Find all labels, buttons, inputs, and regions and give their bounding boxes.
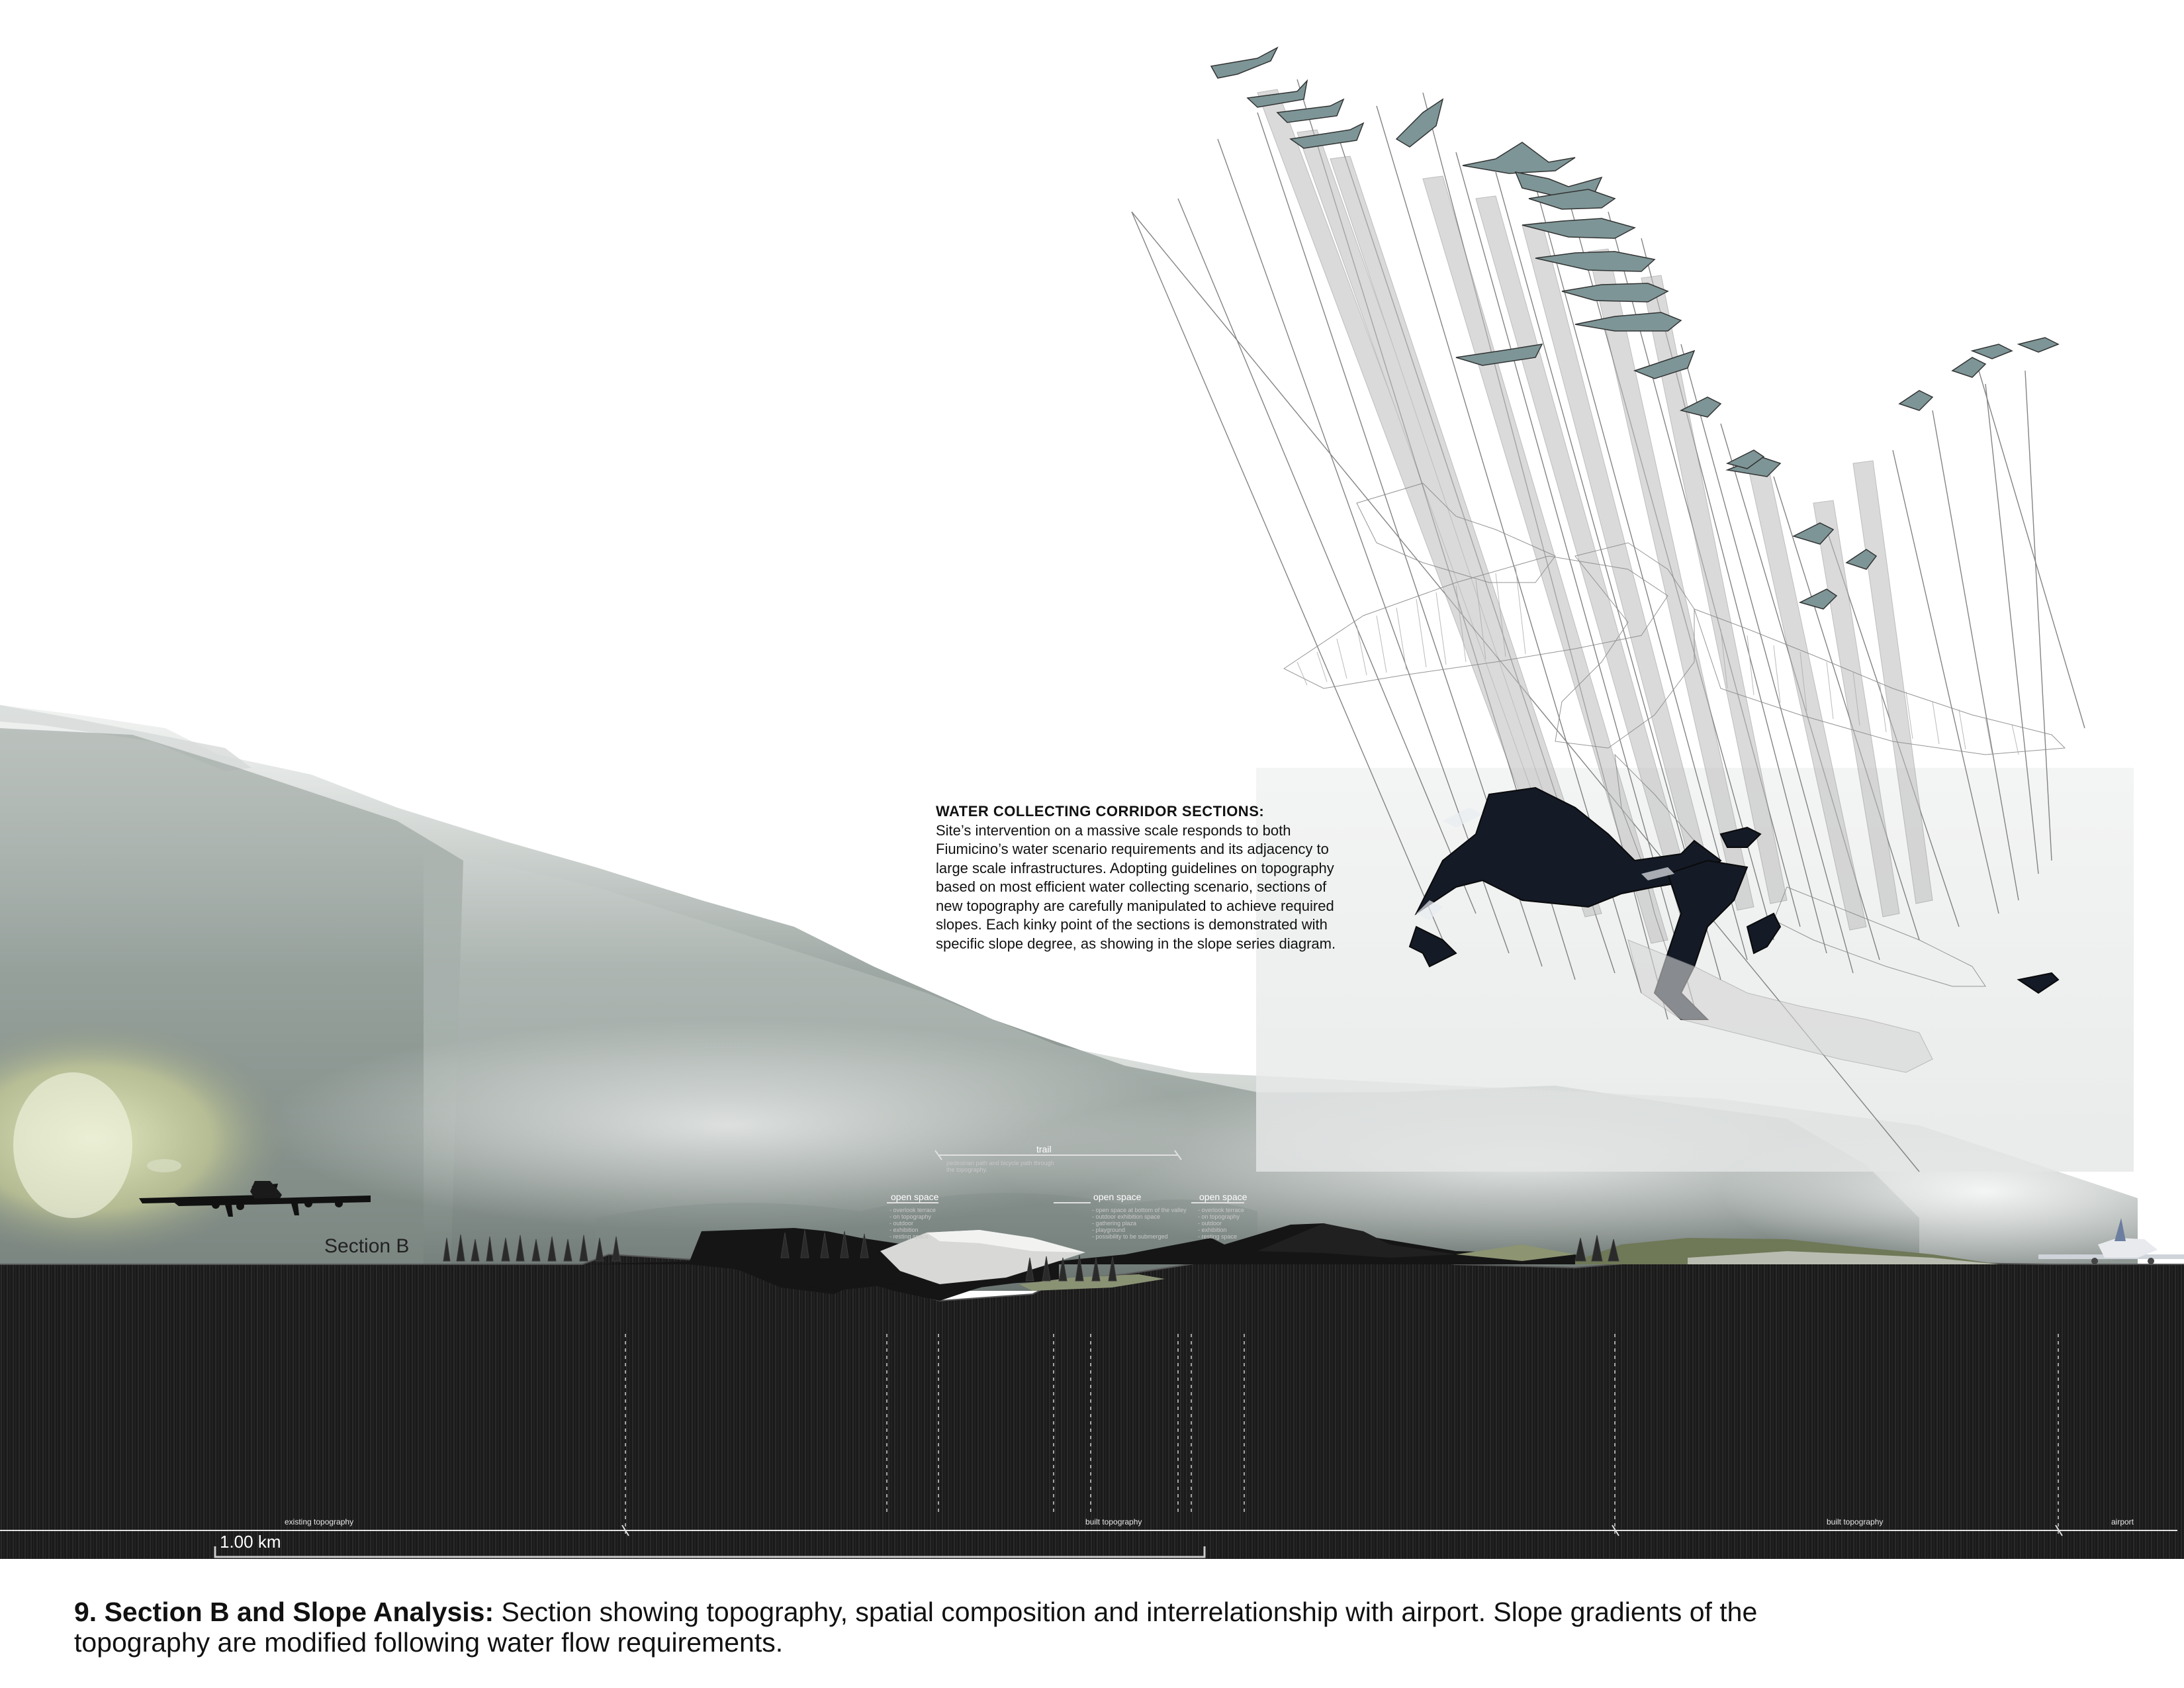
band-built-topography-2: built topography bbox=[1827, 1517, 1884, 1526]
caption-text: Section showing topography, spatial composition and interrelationship with airport. Slope gradients of the topography are modified following water flow requirements. bbox=[74, 1597, 1758, 1658]
open-space-2-note: - open space at bottom of the valley - outdoor exhibition space - gathering plaza - playground - possibility to be submerged bbox=[1092, 1207, 1187, 1240]
caption-title: 9. Section B and Slope Analysis: bbox=[74, 1597, 494, 1627]
figure-caption bbox=[74, 1597, 1768, 1658]
open-space-1-label: open space bbox=[891, 1192, 939, 1202]
section-b-label: Section B bbox=[324, 1235, 410, 1257]
corridor-title: WATER COLLECTING CORRIDOR SECTIONS: bbox=[936, 803, 1265, 820]
band-airport: airport bbox=[2111, 1517, 2134, 1526]
open-space-2-label: open space bbox=[1093, 1192, 1142, 1202]
band-built-topography-1: built topography bbox=[1085, 1517, 1142, 1526]
corridor-body: Site’s intervention on a massive scale responds to both Fiumicino’s water scenario requirements and its adjacency to large scale infrastructures. Adopting guidelines on topography based on most efficient water collecting scenario, sections of new topography are carefully manipulated to achieve required slopes. Each kinky point of the sections is demonstrated with specific slope degree, as showing in the slope series diagram. bbox=[936, 821, 1336, 952]
open-space-3-label: open space bbox=[1199, 1192, 1248, 1202]
open-space-1-note: - overlook terrace - on topography - outdoor - exhibition - resting space bbox=[889, 1207, 936, 1240]
band-existing-topography: existing topography bbox=[285, 1517, 354, 1526]
open-space-3-note: - overlook terrace - on topography - outdoor - exhibition - resting space bbox=[1198, 1207, 1245, 1240]
corridor-description bbox=[936, 802, 1346, 953]
trail-label: trail bbox=[1036, 1144, 1052, 1154]
scale-bar-label: 1.00 km bbox=[220, 1532, 281, 1552]
trail-note: pedestrian path and bicycle path through the topography. bbox=[946, 1160, 1054, 1173]
slope-analysis-diagram bbox=[1132, 48, 2134, 1172]
